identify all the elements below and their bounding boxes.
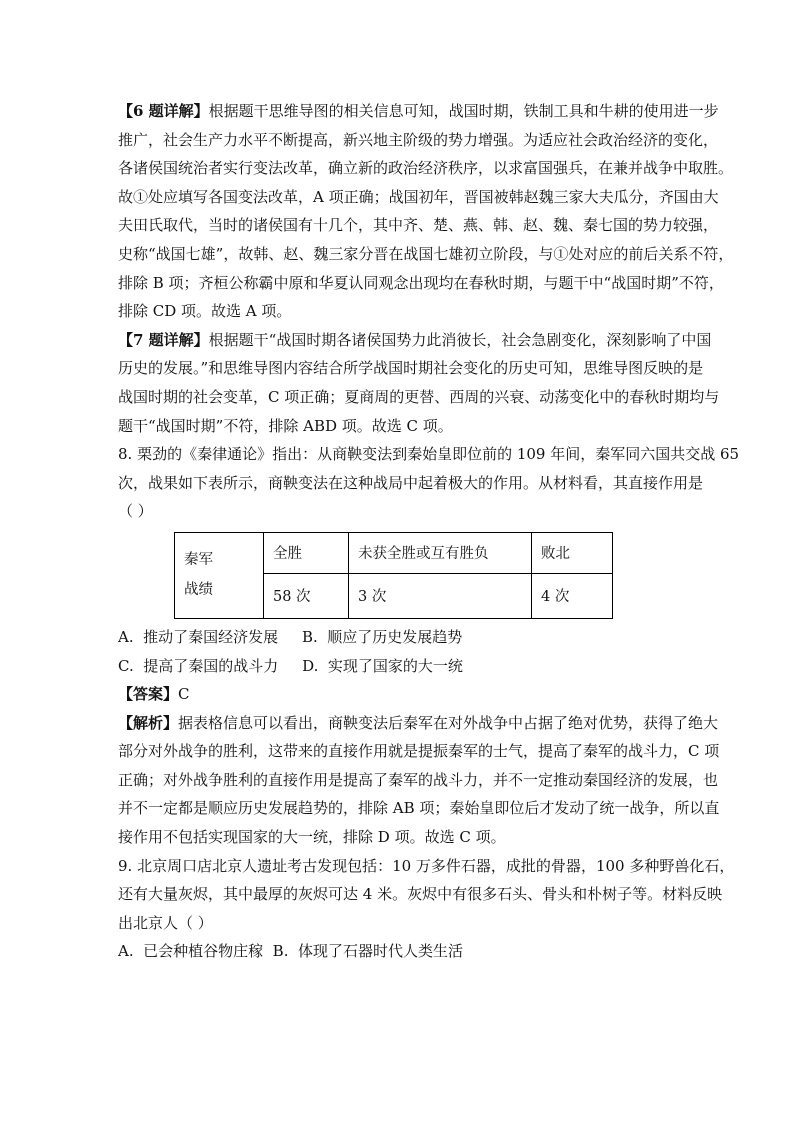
q8-stem-line-3: （ ） — [118, 502, 153, 521]
q7-explain-text: 根据题干“战国时期各诸侯国势力此消彼长，社会急剧变化，深刻影响了中国 — [208, 330, 712, 349]
q6-explain-line-3: 各诸侯国统治者实行变法改革，确立新的政治经济秩序，以求富国强兵，在兼并战争中取胜。 — [118, 159, 734, 178]
q7-explain-line-1 — [118, 326, 712, 355]
column-header-partial: 未获全胜或互有胜负 — [349, 532, 532, 573]
q6-explain-line-7: 排除 B 项；齐桓公称霸中原和华夏认同观念出现均在春秋时期，与题干中“战国时期”不符， — [118, 273, 724, 292]
row-header-line-2: 战绩 — [184, 582, 213, 599]
q9-options-line-1: A. 已会种植谷物庄稼 B. 体现了石器时代人类生活 — [118, 942, 464, 961]
q6-explain-line-6: 史称“战国七雄”，故韩、赵、魏三家分晋在战国七雄初立阶段，与①处对应的前后关系不符， — [118, 244, 734, 263]
cell-full-victory-count: 58 次 — [264, 573, 349, 618]
q9-stem-line-1: 9. 北京周口店北京人遗址考古发现包括：10 万多件石器，成批的骨器，100 多种野兽化石， — [118, 856, 735, 875]
q8-analysis-line-3: 正确；对外战争胜利的直接作用是提高了秦军的战斗力，并不一定推动秦国经济的发展，也 — [118, 770, 719, 789]
q8-analysis-line-4: 并不一定都是顺应历史发展趋势的，排除 AB 项；秦始皇即位后才发动了统一战争，所以直 — [118, 799, 720, 818]
column-header-defeat: 败北 — [532, 532, 613, 573]
q6-explain-line-8: 排除 CD 项。故选 A 项。 — [118, 302, 292, 321]
cell-partial-count: 3 次 — [349, 573, 532, 618]
q6-explain-line-5: 夫田氏取代，当时的诸侯国有十几个，其中齐、楚、燕、韩、赵、魏、秦七国的势力较强， — [118, 216, 719, 235]
q8-analysis-line-2: 部分对外战争的胜利，这带来的直接作用就是提振秦军的士气，提高了秦军的战斗力，C 项 — [118, 742, 720, 761]
q8-stem-line-1: 8. 栗劲的《秦律通论》指出：从商鞅变法到秦始皇即位前的 109 年间，秦军同六国共交战 65 — [118, 445, 740, 464]
q6-explain-line-4: 故①处应填写各国变法改革，A 项正确；战国初年，晋国被韩赵魏三家大夫瓜分，齐国由大 — [118, 187, 719, 206]
table-row — [175, 532, 613, 573]
q6-explain-line-2: 推广，社会生产力水平不断提高，新兴地主阶级的势力增强。为适应社会政治经济的变化， — [118, 130, 719, 149]
q7-explain-line-3: 战国时期的社会变革，C 项正确；夏商周的更替、西周的兴衰、动荡变化中的春秋时期均与 — [118, 387, 720, 406]
q6-explain-line-1 — [118, 97, 719, 126]
document-page — [118, 97, 740, 966]
q6-explain-text: 根据题干思维导图的相关信息可知，战国时期，铁制工具和牛耕的使用进一步 — [208, 102, 719, 120]
column-header-full-victory: 全胜 — [264, 532, 349, 573]
cell-defeat-count: 4 次 — [532, 573, 613, 618]
analysis-tag: 【解析】 — [118, 713, 179, 732]
q8-stem-line-2: 次，战果如下表所示，商鞅变法在这种战局中起着极大的作用。从材料看，其直接作用是 — [118, 473, 704, 492]
q9-stem-line-3: 出北京人（ ） — [118, 913, 213, 932]
q8-options-line-1: A. 推动了秦国经济发展 B. 顺应了历史发展趋势 — [118, 627, 463, 646]
analysis-text: 据表格信息可以看出，商鞅变法后秦军在对外战争中占据了绝对优势，获得了绝大 — [178, 713, 719, 732]
q6-explain-tag: 【6 题详解】 — [118, 102, 209, 120]
q8-answer-line — [118, 680, 696, 709]
q8-options-line-2: C. 提高了秦国的战斗力 D. 实现了国家的大一统 — [118, 656, 463, 675]
q7-explain-line-2: 历史的发展。”和思维导图内容结合所学战国时期社会变化的历史可知，思维导图反映的是 — [118, 359, 704, 378]
q7-explain-line-4: 题干“战国时期”不符，排除 ABD 项。故选 C 项。 — [118, 416, 453, 435]
q8-results-table — [174, 532, 613, 619]
q9-stem-line-2: 还有大量灰烬，其中最厚的灰烬可达 4 米。灰烬中有很多石头、骨头和朴树子等。材料反映 — [118, 885, 723, 904]
row-header-line-1: 秦军 — [184, 552, 213, 569]
q8-analysis-line-1 — [118, 709, 719, 738]
q8-analysis-line-5: 接作用不包括实现国家的大一统，排除 D 项。故选 C 项。 — [118, 828, 506, 847]
table-row-header — [175, 532, 264, 618]
answer-value: C — [178, 685, 190, 704]
answer-tag: 【答案】 — [118, 685, 179, 704]
q7-explain-tag: 【7 题详解】 — [118, 330, 209, 349]
